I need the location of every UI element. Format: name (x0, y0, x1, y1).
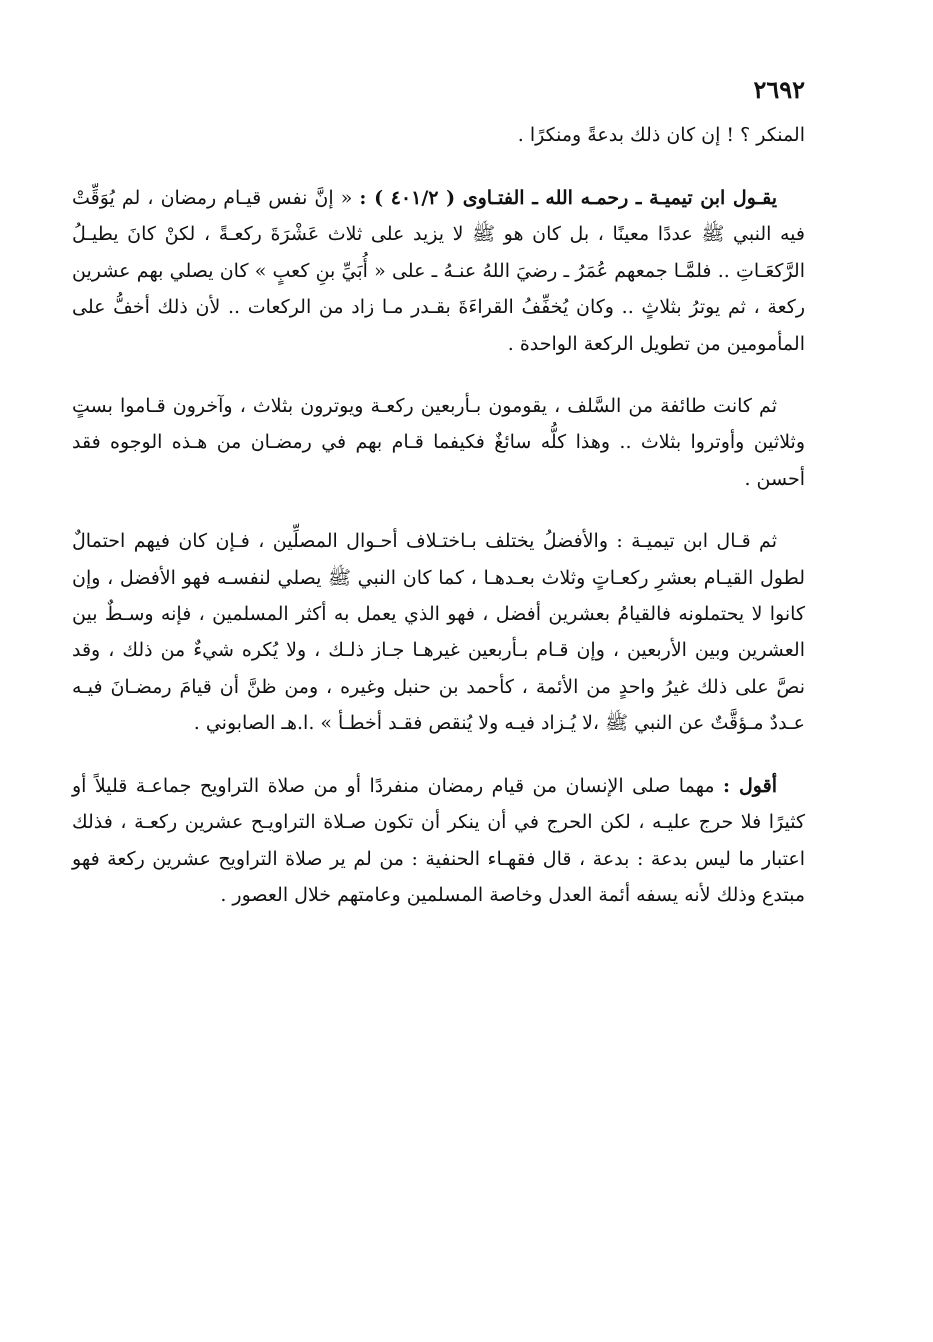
page-number: ٢٦٩٢ (753, 75, 805, 104)
paragraph-1 (72, 116, 805, 154)
paragraph-4-text: ثم قـال ابن تيميـة : والأفضلُ يختلف بـاختـلاف أحـوال المصلِّين ، فـإن كان فيهم احتمالٌ لطول القيـام بعشرِ ركعـاتٍ وثلاث بعـدهـا ، كما كان النبي ﷺ يصلي لنفسـه فهو الأفضل ، وإن كانوا لا يحتملونه فالقيامُ بعشرين أفضل ، فهو الذي يعمل به أكثر المسلمين ، فإنه وسـطٌ بين العشرين وبين الأربعين ، وإن قـام بـأربعين غيرهـا جـاز ذلـك ، ولا يُكره شيءٌ من ذلك ، وقد نصَّ على ذلك غيرُ واحدٍ من الأئمة ، كأحمد بن حنبل وغيره ، ومن ظنَّ أن قيامَ رمضـانَ فيـه عـددٌ مـؤقَّتٌ عن النبي ﷺ ،لا يُـزاد فيـه ولا يُنقص فقـد أخطـأ » .ا.هـ الصابوني . (72, 530, 805, 735)
document-page (72, 70, 805, 913)
paragraph-5-text: مهما صلى الإنسان من قيام رمضان منفردًا أو من صلاة التراويح جماعـة قليلاً أو كثيرًا فلا حرج عليـه ، لكن الحرج في أن ينكر أن تكون صـلاة التراويـح عشرين ركعـة ، فذلك اعتبار ما ليس بدعة : بدعة ، قال فقهـاء الحنفية : من لم ير صلاة التراويح عشرين ركعة فهو مبتدع وذلك لأنه يسفه أئمة العدل وخاصة المسلمين وعامتهم خلال العصور . (72, 774, 805, 906)
paragraph-2 (72, 180, 805, 362)
paragraph-5-lead: أقول : (722, 774, 777, 797)
paragraph-1-text: المنكر ؟ ! إن كان ذلك بدعةً ومنكرًا . (517, 124, 805, 146)
paragraph-5 (72, 768, 805, 914)
paragraph-3 (72, 388, 805, 497)
paragraph-4 (72, 523, 805, 741)
paragraph-2-lead: يقـول ابن تيميـة ـ رحمـه الله ـ الفتـاوى ( ٤٠١/٢ ) : (359, 187, 778, 209)
paragraph-2-text: « إنَّ نفس قيـام رمضان ، لم يُوَقِّتْ فيه النبي ﷺ عددًا معينًا ، بل كان هو ﷺ لا يزيد على ثلاث عَشْرَةَ ركعـةً ، لكنْ كانَ يطيـلُ الرَّكعَـاتِ .. فلمَّـا جمعهم عُمَرُ ـ رضيَ اللهُ عنـهُ ـ على « أُبَيِّ بنِ كعبٍ » كان يصلي بهم عشرين ركعة ، ثم يوترُ بثلاثٍ .. وكان يُخفِّفُ القراءَةَ بقـدر مـا زاد من الركعات .. لأن ذلك أخفُّ على المأمومين من تطويل الركعة الواحدة . (72, 187, 805, 355)
paragraph-3-text: ثم كانت طائفة من السَّلف ، يقومون بـأربعين ركعـة ويوترون بثلاث ، وآخرون قـاموا بستٍ وثلاثين وأوتروا بثلاث .. وهذا كلُّه سائغٌ فكيفما قـام بهم في رمضـان من هـذه الوجوه فقد أحسن . (72, 395, 805, 490)
